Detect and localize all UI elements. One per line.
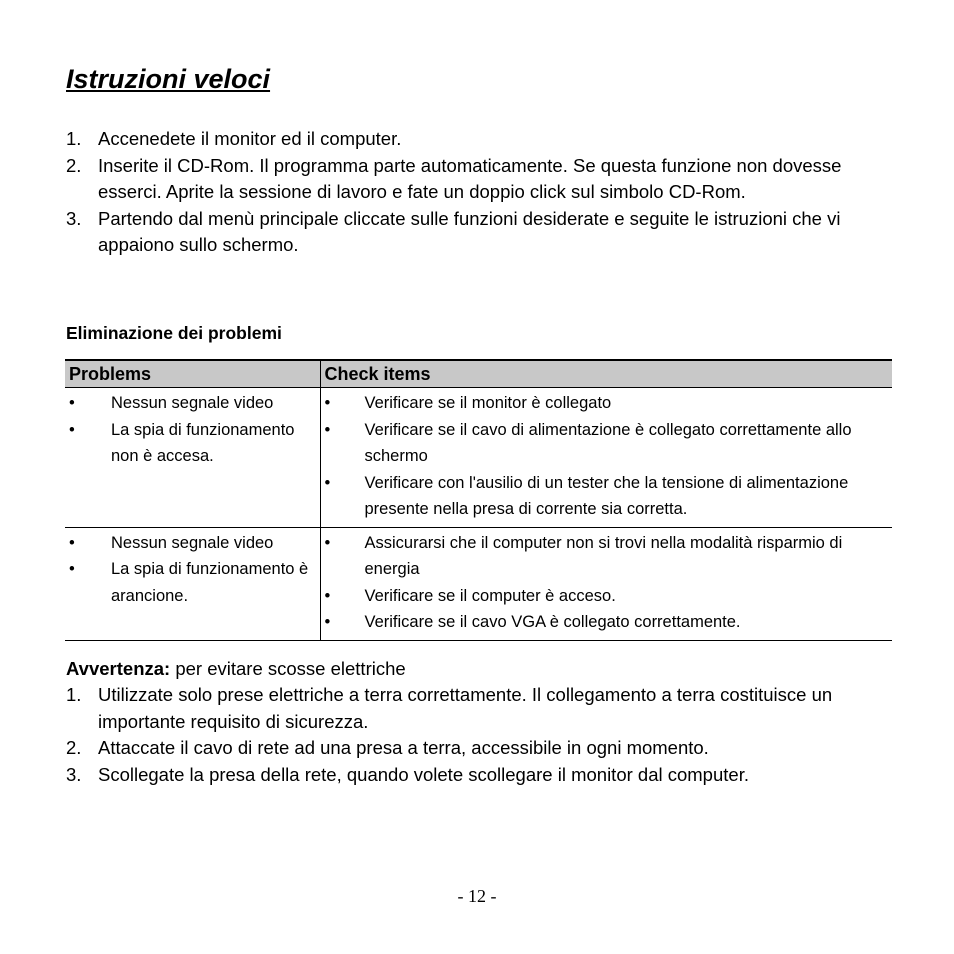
list-text: Attaccate il cavo di rete ad una presa a terra, accessibile in ogni momento.	[98, 737, 709, 758]
list-item	[66, 206, 896, 259]
table-row	[65, 388, 892, 528]
bullet-icon: •	[324, 613, 331, 631]
problem-text: La spia di funzionamento non è accesa.	[111, 420, 295, 465]
warning-line	[66, 656, 406, 683]
check-text: Verificare se il cavo VGA è collegato correttamente.	[364, 613, 741, 631]
list-number: 1.	[66, 128, 82, 149]
page-number: - 12 -	[457, 886, 497, 906]
check-text: Verificare se il computer è acceso.	[364, 586, 616, 605]
list-text: Utilizzate solo prese elettriche a terra correttamente. Il collegamento a terra costituisce un importante requisito di sicurezza.	[98, 684, 833, 732]
list-item	[66, 762, 896, 789]
check-text: Verificare se il monitor è collegato	[364, 394, 612, 412]
bullet-icon: •	[69, 420, 75, 439]
warning-text: per evitare scosse elettriche	[170, 658, 406, 679]
problem-text: La spia di funzionamento è arancione.	[111, 560, 309, 605]
list-item	[321, 583, 893, 610]
bullet-icon: •	[324, 473, 331, 492]
list-text: Inserite il CD-Rom. Il programma parte automaticamente. Se questa funzione non dovesse esserci. Aprite la sessione di lavoro e fate un doppio click sul simbolo CD-Rom.	[98, 154, 842, 202]
bullet-icon: •	[324, 533, 331, 552]
list-text: Scollegate la presa della rete, quando volete scollegare il monitor dal computer.	[98, 763, 749, 785]
bullet-icon: •	[69, 394, 75, 412]
list-item	[66, 126, 896, 153]
list-item	[65, 530, 320, 557]
list-number: 3.	[66, 763, 82, 785]
check-text: Verificare se il cavo di alimentazione è collegato correttamente allo schermo	[364, 420, 852, 465]
problem-text: Nessun segnale video	[111, 533, 274, 552]
list-item	[321, 417, 893, 470]
bullet-icon: •	[324, 420, 331, 439]
list-number: 2.	[66, 737, 82, 758]
checks-cell	[320, 388, 892, 528]
problem-text: Nessun segnale video	[111, 394, 274, 412]
check-text: Assicurarsi che il computer non si trovi nella modalità risparmio di energia	[364, 533, 843, 578]
list-item	[66, 153, 896, 206]
page-title: Istruzioni veloci	[66, 64, 271, 94]
section-heading: Eliminazione dei problemi	[66, 323, 282, 343]
list-text: Accenedete il monitor ed il computer.	[98, 128, 402, 149]
list-item	[65, 390, 320, 417]
list-item	[321, 390, 893, 417]
list-item	[66, 735, 896, 762]
list-item	[321, 609, 893, 636]
list-number: 1.	[66, 684, 82, 705]
warning-label: Avvertenza:	[66, 658, 171, 679]
table-header-row	[65, 360, 892, 388]
list-item	[321, 470, 893, 523]
check-text: Verificare con l'ausilio di un tester che la tensione di alimentazione presente nella presa di corrente sia corretta.	[364, 473, 849, 518]
list-text: Partendo dal menù principale cliccate sulle funzioni desiderate e seguite le istruzioni che vi appaiono sullo schermo.	[98, 207, 841, 255]
bullet-icon: •	[324, 394, 331, 412]
troubleshooting-table	[65, 359, 892, 641]
quick-steps-list	[66, 126, 896, 259]
column-header-problems: Problems	[65, 360, 320, 388]
checks-cell	[320, 527, 892, 640]
warning-steps-list	[66, 682, 896, 788]
list-item	[65, 556, 320, 609]
problems-cell	[65, 388, 320, 528]
list-number: 2.	[66, 154, 82, 176]
list-item	[66, 682, 896, 735]
table-row	[65, 527, 892, 640]
list-item	[65, 417, 320, 470]
problems-cell	[65, 527, 320, 640]
list-item	[321, 530, 893, 583]
bullet-icon: •	[69, 560, 75, 578]
bullet-icon: •	[69, 533, 75, 552]
bullet-icon: •	[324, 586, 331, 605]
column-header-check-items: Check items	[320, 360, 892, 388]
list-number: 3.	[66, 207, 82, 229]
